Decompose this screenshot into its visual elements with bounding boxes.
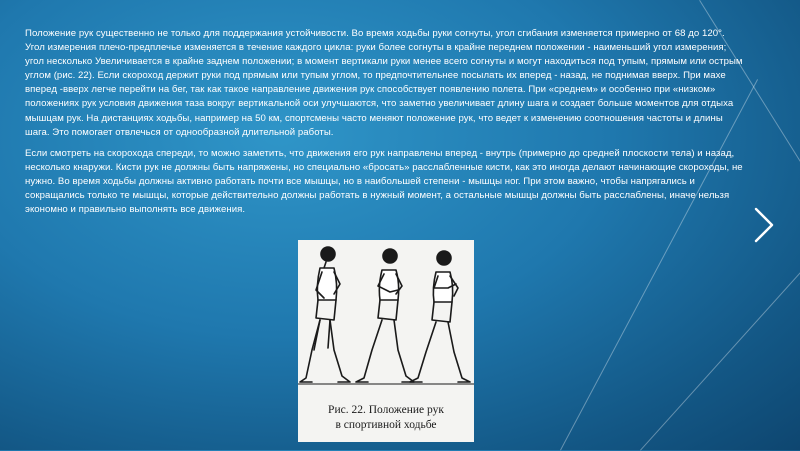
walker-figure-1 [300,247,350,382]
walker-figure-3 [410,251,470,382]
walker-figure-2 [356,249,414,382]
figure-caption-line-1: Рис. 22. Положение рук [328,404,444,416]
race-walkers-illustration [298,240,474,400]
figure-race-walking [298,240,474,442]
paragraph-1: Положение рук существенно не только для поддержания устойчивости. Во время ходьбы руки согнуты, угол сгибания изменяется примерно от 68 до 120°. Угол измерения плечо-предплечье изменяется в течение каждого цикла: руки более согнуты в крайне переднем положении - наименьший угол измерения; угол несколько Увеличивается в крайне заднем положении; в момент вертикали руки менее всего согнуты и могут находиться под тупым, прямым или острым углом (рис. 22). Если скороход держит руки под прямым или тупым углом, то предпочтительнее посылать их вперед - назад, не поднимая вверх. При махе вперед -вверх легче перейти на бег, так как такое направление движения рук способствует появлению полета. При «среднем» и особенно при «низком» положениях рук условия движения таза вокруг вертикальной оси улучшаются, что заметно увеличивает длину шага и создает больше моментов для отдыха мышцам рук. На дистанциях ходьбы, например на 50 км, спортсмены часто меняют положение рук, что ведет к изменению соотношения частоты и длины шага. Это помогает отвлечься от однообразной длительной работы. [25,28,743,138]
paragraph-2: Если смотреть на скорохода спереди, то можно заметить, что движения его рук направлены вперед - внутрь (примерно до средней плоскости тела) и назад, несколько кнаружи. Кисти рук не должны быть напряжены, но специально «бросать» расслабленные кисти, как это иногда делают начинающие скороходы, не нужно. Во время ходьбы должны активно работать почти все мышцы, но в наибольшей степени - мышцы ног. При этом важно, чтобы напрягались и сокращались только те мышцы, которые действительно должны работать в нужный момент, а остальные мышцы должны быть расслаблены, иначе нельзя экономно и правильно выполнять все движения. [25,147,743,216]
chevron-right-icon[interactable] [752,206,778,244]
body-text [25,27,747,224]
figure-caption-line-2: в спортивной ходьбе [335,419,437,431]
